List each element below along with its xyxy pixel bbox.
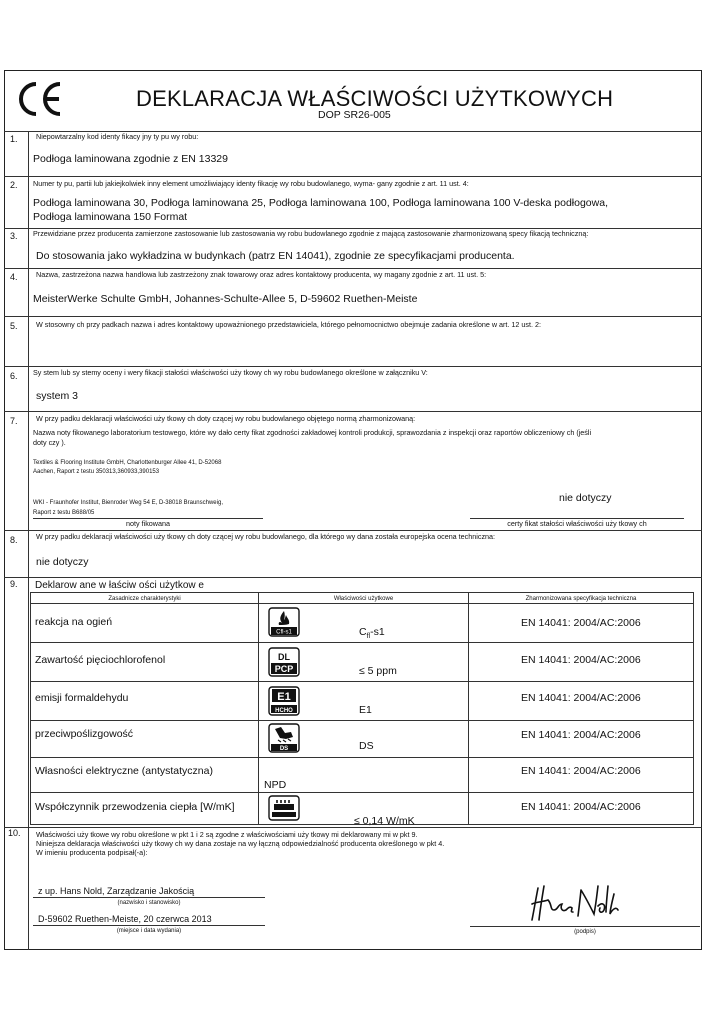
- section-2-label: Numer ty pu, partii lub jakiejkolwiek inny element umożliwiający identy fikację wy robu budowlanego, wyma- gany zgodnie z art. 11 ust. 4:: [33, 179, 469, 188]
- number-divider: [28, 316, 29, 366]
- svg-text:DL: DL: [278, 652, 290, 662]
- property-value: NPD: [264, 779, 287, 791]
- section-number: 10.: [8, 828, 21, 838]
- section-number: 9.: [10, 579, 18, 589]
- number-divider: [28, 131, 29, 176]
- section-2-value-line2: Podłoga laminowana 150 Format: [33, 211, 188, 223]
- ce-mark-logo: [14, 80, 64, 118]
- section-number: 4.: [10, 272, 18, 282]
- lab-1-line1: Textiles & Flooring Institute GmbH, Charlottenburger Allee 41, D-52068: [33, 460, 222, 466]
- place-date: D-59602 Ruethen-Meiste, 20 czerwca 2013: [38, 914, 212, 924]
- section-10-line2: Niniejsza deklaracja właściwości uży tkowy ch wy dana zostaje na wy łączną odpowiedzialność producenta określonego w pkt 4.: [36, 839, 445, 848]
- property-value: E1: [359, 704, 372, 716]
- svg-text:PCP: PCP: [274, 664, 294, 674]
- property-standard: EN 14041: 2004/AC:2006: [521, 801, 641, 813]
- rule: [4, 530, 702, 531]
- section-10-line3: W imieniu producenta podpisał(-a):: [36, 848, 148, 857]
- section-number: 5.: [10, 321, 18, 331]
- header-specification: Zharmonizowana specyfikacja techniczna: [525, 596, 637, 602]
- formaldehyde-icon: [268, 686, 300, 716]
- number-divider: [28, 577, 29, 827]
- table-row: [258, 757, 469, 793]
- fire-reaction-icon: [268, 607, 300, 637]
- property-value: ≤ 5 ppm: [359, 665, 397, 677]
- property-standard: EN 14041: 2004/AC:2006: [521, 765, 641, 777]
- thermal-conductivity-icon: [268, 795, 300, 821]
- handwritten-signature: [526, 880, 622, 926]
- section-number: 1.: [10, 134, 18, 144]
- signature-caption: (podpis): [574, 929, 596, 935]
- section-7-desc-line1: Nazwa noty fikowanego laboratorium testowego, które wy dało certy fikat zgodności zakładowej kontroli produkcji, sprawozdania z inspekcji oraz raportów obliczeniowy ch (jeśli: [33, 428, 592, 437]
- header-characteristics: Zasadnicze charakterystyki: [108, 596, 181, 602]
- number-divider: [28, 366, 29, 411]
- document-title: DEKLARACJA WŁAŚCIWOŚCI UŻYTKOWYCH: [136, 86, 614, 111]
- property-name: Współczynnik przewodzenia ciepła [W/mK]: [35, 801, 235, 813]
- number-divider: [28, 228, 29, 268]
- slip-resistance-icon: [268, 723, 300, 753]
- number-divider: [28, 176, 29, 228]
- pcp-icon: [268, 647, 300, 677]
- section-1-value: Podłoga laminowana zgodnie z EN 13329: [33, 153, 228, 165]
- property-name: Zawartość pięciochlorofenol: [35, 654, 166, 666]
- number-divider: [28, 827, 29, 950]
- svg-text:Cfl-s1: Cfl-s1: [276, 629, 292, 636]
- property-standard: EN 14041: 2004/AC:2006: [521, 692, 641, 704]
- section-3-value: Do stosowania jako wykładzina w budynkach (patrz EN 14041), zgodnie ze specyfikacjami producenta.: [36, 250, 515, 262]
- underline: [33, 925, 265, 926]
- rule: [4, 176, 702, 177]
- property-value: DS: [359, 740, 374, 752]
- section-5-label: W stosowny ch przy padkach nazwa i adres kontaktowy upoważnionego przedstawiciela, którego pełnomocnictwo obejmuje zadania określone w art. 12 ust. 2:: [36, 320, 541, 329]
- section-number: 6.: [10, 371, 18, 381]
- property-value-sub: fl: [366, 633, 371, 641]
- underline: [470, 926, 700, 927]
- section-7-right-value: nie dotyczy: [559, 492, 612, 504]
- svg-text:E1: E1: [277, 691, 291, 703]
- property-name: przeciwpoślizgowość: [35, 728, 134, 740]
- section-7-desc-line2: doty czy ).: [33, 438, 66, 447]
- property-standard: EN 14041: 2004/AC:2006: [521, 729, 641, 741]
- caption-certificate: certy fikat stałości właściwości uży tkowy ch: [507, 519, 647, 528]
- svg-text:DS: DS: [279, 746, 289, 752]
- number-divider: [28, 530, 29, 577]
- rule: [4, 366, 702, 367]
- caption-notified: noty fikowana: [126, 519, 170, 528]
- section-4-value: MeisterWerke Schulte GmbH, Johannes-Schulte-Allee 5, D-59602 Ruethen-Meiste: [33, 293, 418, 305]
- property-standard: EN 14041: 2004/AC:2006: [521, 617, 641, 629]
- section-number: 7.: [10, 416, 18, 426]
- section-7-label: W przy padku deklaracji właściwości uży tkowy ch doty czącej wy robu budowlanego objętego normą zharmonizowaną:: [36, 414, 416, 423]
- doc-number: DOP SR26-005: [318, 109, 391, 121]
- section-number: 3.: [10, 231, 18, 241]
- rule: [4, 268, 702, 269]
- property-name: reakcja na ogień: [35, 616, 113, 628]
- property-value-main: C: [359, 626, 367, 638]
- rule: [4, 411, 702, 412]
- section-10-line1: Właściwości uży tkowe wy robu określone w pkt 1 i 2 są zgodne z właściwościami uży tkowy mi deklarowany mi w pkt 9.: [36, 830, 418, 839]
- signer-caption: (nazwisko i stanowisko): [117, 900, 181, 906]
- rule: [4, 316, 702, 317]
- lab-1-line2: Aachen, Raport z testu 350313,360933,390153: [33, 469, 160, 475]
- place-date-caption: (miejsce i data wydania): [116, 928, 182, 934]
- rule: [4, 827, 702, 828]
- section-number: 8.: [10, 535, 18, 545]
- number-divider: [28, 411, 29, 530]
- lab-2-line1: WKI - Fraunhofer Institut, Bienroder Weg 54 E, D-38018 Braunschweig,: [33, 500, 223, 506]
- lab-2-line2: Raport z testu B688/05: [33, 510, 95, 516]
- section-8-label: W przy padku deklaracji właściwości uży tkowy ch doty czącej wy robu budowlanego, dla którego wy dana została europejska ocena techniczna:: [36, 532, 496, 541]
- property-value-tail: -s1: [370, 626, 385, 638]
- section-6-value: system 3: [36, 390, 79, 402]
- property-name: Własności elektryczne (antystatyczna): [35, 765, 213, 777]
- property-value: ≤ 0,14 W/mK: [354, 815, 415, 827]
- section-1-label: Niepowtarzalny kod identy fikacy jny ty pu wy robu:: [36, 132, 199, 141]
- section-6-label: Sy stem lub sy stemy oceny i wery fikacji stałości właściwości uży tkowy ch wy robu budowlanego określone w załączniku V:: [33, 368, 428, 377]
- section-8-value: nie dotyczy: [36, 556, 89, 568]
- rule: [4, 577, 702, 578]
- signer-name: z up. Hans Nold, Zarządzanie Jakością: [38, 886, 195, 896]
- number-divider: [28, 268, 29, 316]
- section-9-label: Deklarow ane w łaściw ości użytkow e: [35, 580, 204, 591]
- property-value: [359, 626, 385, 640]
- property-name: emisji formaldehydu: [35, 692, 129, 704]
- section-3-label: Przewidziane przez producenta zamierzone zastosowanie lub zastosowania wy robu budowlanego zgodnie z mającą zastosowanie zharmonizowaną specy fikacją techniczną:: [33, 229, 589, 238]
- header-performance: Właściwości użytkowe: [333, 596, 394, 602]
- svg-text:HCHO: HCHO: [275, 708, 293, 714]
- section-4-label: Nazwa, zastrzeżona nazwa handlowa lub zastrzeżony znak towarowy oraz adres kontaktowy producenta, wy magany zgodnie z art. 11 ust. 5:: [36, 270, 487, 279]
- underline: [33, 897, 265, 898]
- section-number: 2.: [10, 180, 18, 190]
- property-standard: EN 14041: 2004/AC:2006: [521, 654, 641, 666]
- section-2-value-line1: Podłoga laminowana 30, Podłoga laminowana 25, Podłoga laminowana 100, Podłoga laminowana 100 V-deska podłogowa,: [33, 197, 608, 209]
